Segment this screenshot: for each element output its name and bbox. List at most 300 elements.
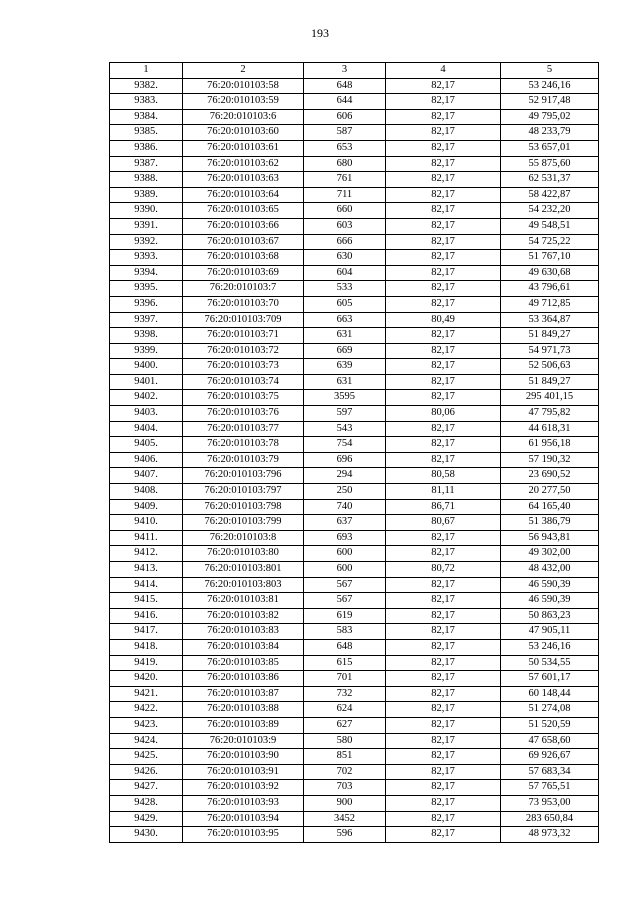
cadastral-number-cell: 76:20:010103:86 — [183, 671, 304, 687]
row-number-cell: 9394. — [110, 265, 183, 281]
cadastral-number-cell: 76:20:010103:93 — [183, 795, 304, 811]
value-cell: 57 683,34 — [501, 764, 599, 780]
rate-cell: 82,17 — [386, 655, 501, 671]
value-cell: 51 274,08 — [501, 702, 599, 718]
row-number-cell: 9411. — [110, 530, 183, 546]
cadastral-number-cell: 76:20:010103:799 — [183, 515, 304, 531]
row-number-cell: 9414. — [110, 577, 183, 593]
area-cell: 597 — [304, 406, 386, 422]
cadastral-number-cell: 76:20:010103:77 — [183, 421, 304, 437]
area-cell: 653 — [304, 140, 386, 156]
cadastral-number-cell: 76:20:010103:6 — [183, 109, 304, 125]
rate-cell: 82,17 — [386, 827, 501, 843]
row-number-cell: 9382. — [110, 78, 183, 94]
rate-cell: 82,17 — [386, 686, 501, 702]
area-cell: 567 — [304, 577, 386, 593]
value-cell: 49 712,85 — [501, 296, 599, 312]
value-cell: 46 590,39 — [501, 577, 599, 593]
rate-cell: 82,17 — [386, 218, 501, 234]
area-cell: 627 — [304, 717, 386, 733]
rate-cell: 82,17 — [386, 530, 501, 546]
cadastral-number-cell: 76:20:010103:61 — [183, 140, 304, 156]
area-cell: 615 — [304, 655, 386, 671]
cadastral-number-cell: 76:20:010103:89 — [183, 717, 304, 733]
cadastral-number-cell: 76:20:010103:63 — [183, 172, 304, 188]
table-row — [110, 265, 599, 281]
table-row — [110, 546, 599, 562]
row-number-cell: 9418. — [110, 639, 183, 655]
table-row — [110, 359, 599, 375]
table-row — [110, 156, 599, 172]
rate-cell: 82,17 — [386, 140, 501, 156]
table-row — [110, 671, 599, 687]
row-number-cell: 9424. — [110, 733, 183, 749]
area-cell: 663 — [304, 312, 386, 328]
row-number-cell: 9398. — [110, 328, 183, 344]
row-number-cell: 9385. — [110, 125, 183, 141]
area-cell: 631 — [304, 374, 386, 390]
rate-cell: 82,17 — [386, 608, 501, 624]
row-number-cell: 9427. — [110, 780, 183, 796]
area-cell: 631 — [304, 328, 386, 344]
value-cell: 47 795,82 — [501, 406, 599, 422]
area-cell: 604 — [304, 265, 386, 281]
cadastral-number-cell: 76:20:010103:59 — [183, 94, 304, 110]
value-cell: 23 690,52 — [501, 468, 599, 484]
cadastral-number-cell: 76:20:010103:9 — [183, 733, 304, 749]
table-row — [110, 484, 599, 500]
area-cell: 587 — [304, 125, 386, 141]
row-number-cell: 9397. — [110, 312, 183, 328]
cadastral-table — [109, 62, 599, 843]
rate-cell: 82,17 — [386, 328, 501, 344]
area-cell: 619 — [304, 608, 386, 624]
value-cell: 53 246,16 — [501, 639, 599, 655]
area-cell: 624 — [304, 702, 386, 718]
rate-cell: 82,17 — [386, 639, 501, 655]
row-number-cell: 9423. — [110, 717, 183, 733]
table-row — [110, 686, 599, 702]
value-cell: 49 630,68 — [501, 265, 599, 281]
area-cell: 648 — [304, 78, 386, 94]
rate-cell: 82,17 — [386, 764, 501, 780]
row-number-cell: 9400. — [110, 359, 183, 375]
page-number: 193 — [311, 26, 329, 40]
area-cell: 900 — [304, 795, 386, 811]
row-number-cell: 9413. — [110, 562, 183, 578]
table-row — [110, 437, 599, 453]
area-cell: 583 — [304, 624, 386, 640]
row-number-cell: 9406. — [110, 452, 183, 468]
rate-cell: 82,17 — [386, 78, 501, 94]
table-row — [110, 140, 599, 156]
table-row — [110, 452, 599, 468]
row-number-cell: 9429. — [110, 811, 183, 827]
rate-cell: 82,17 — [386, 374, 501, 390]
rate-cell: 80,58 — [386, 468, 501, 484]
cadastral-number-cell: 76:20:010103:70 — [183, 296, 304, 312]
value-cell: 283 650,84 — [501, 811, 599, 827]
value-cell: 47 905,11 — [501, 624, 599, 640]
row-number-cell: 9421. — [110, 686, 183, 702]
value-cell: 57 765,51 — [501, 780, 599, 796]
rate-cell: 82,17 — [386, 359, 501, 375]
rate-cell: 82,17 — [386, 546, 501, 562]
table-row — [110, 94, 599, 110]
cadastral-number-cell: 76:20:010103:94 — [183, 811, 304, 827]
row-number-cell: 9403. — [110, 406, 183, 422]
column-header-3: 3 — [304, 63, 386, 79]
table-row — [110, 702, 599, 718]
table-row — [110, 717, 599, 733]
column-header-2: 2 — [183, 63, 304, 79]
table-row — [110, 639, 599, 655]
rate-cell: 81,11 — [386, 484, 501, 500]
table-row — [110, 827, 599, 843]
table-row — [110, 109, 599, 125]
row-number-cell: 9417. — [110, 624, 183, 640]
area-cell: 740 — [304, 499, 386, 515]
table-row — [110, 499, 599, 515]
row-number-cell: 9404. — [110, 421, 183, 437]
area-cell: 603 — [304, 218, 386, 234]
table-row — [110, 343, 599, 359]
row-number-cell: 9396. — [110, 296, 183, 312]
value-cell: 49 795,02 — [501, 109, 599, 125]
row-number-cell: 9402. — [110, 390, 183, 406]
row-number-cell: 9390. — [110, 203, 183, 219]
cadastral-number-cell: 76:20:010103:83 — [183, 624, 304, 640]
rate-cell: 82,17 — [386, 109, 501, 125]
table-row — [110, 468, 599, 484]
row-number-cell: 9422. — [110, 702, 183, 718]
area-cell: 701 — [304, 671, 386, 687]
rate-cell: 82,17 — [386, 811, 501, 827]
rate-cell: 80,49 — [386, 312, 501, 328]
value-cell: 57 190,32 — [501, 452, 599, 468]
value-cell: 50 863,23 — [501, 608, 599, 624]
value-cell: 57 601,17 — [501, 671, 599, 687]
cadastral-number-cell: 76:20:010103:73 — [183, 359, 304, 375]
value-cell: 46 590,39 — [501, 593, 599, 609]
value-cell: 43 796,61 — [501, 281, 599, 297]
rate-cell: 82,17 — [386, 250, 501, 266]
value-cell: 48 973,32 — [501, 827, 599, 843]
table-row — [110, 624, 599, 640]
table-row — [110, 780, 599, 796]
area-cell: 600 — [304, 546, 386, 562]
value-cell: 50 534,55 — [501, 655, 599, 671]
cadastral-number-cell: 76:20:010103:72 — [183, 343, 304, 359]
value-cell: 69 926,67 — [501, 749, 599, 765]
area-cell: 660 — [304, 203, 386, 219]
value-cell: 51 767,10 — [501, 250, 599, 266]
rate-cell: 82,17 — [386, 577, 501, 593]
rate-cell: 82,17 — [386, 702, 501, 718]
value-cell: 61 956,18 — [501, 437, 599, 453]
area-cell: 630 — [304, 250, 386, 266]
rate-cell: 82,17 — [386, 452, 501, 468]
cadastral-number-cell: 76:20:010103:84 — [183, 639, 304, 655]
cadastral-number-cell: 76:20:010103:7 — [183, 281, 304, 297]
value-cell: 49 302,00 — [501, 546, 599, 562]
cadastral-number-cell: 76:20:010103:92 — [183, 780, 304, 796]
rate-cell: 80,06 — [386, 406, 501, 422]
area-cell: 543 — [304, 421, 386, 437]
value-cell: 44 618,31 — [501, 421, 599, 437]
area-cell: 754 — [304, 437, 386, 453]
area-cell: 294 — [304, 468, 386, 484]
rate-cell: 82,17 — [386, 94, 501, 110]
value-cell: 48 432,00 — [501, 562, 599, 578]
rate-cell: 82,17 — [386, 717, 501, 733]
value-cell: 51 849,27 — [501, 374, 599, 390]
row-number-cell: 9384. — [110, 109, 183, 125]
area-cell: 637 — [304, 515, 386, 531]
row-number-cell: 9399. — [110, 343, 183, 359]
value-cell: 62 531,37 — [501, 172, 599, 188]
rate-cell: 82,17 — [386, 624, 501, 640]
row-number-cell: 9391. — [110, 218, 183, 234]
rate-cell: 82,17 — [386, 671, 501, 687]
rate-cell: 82,17 — [386, 203, 501, 219]
table-row — [110, 234, 599, 250]
cadastral-number-cell: 76:20:010103:62 — [183, 156, 304, 172]
table-row — [110, 374, 599, 390]
value-cell: 49 548,51 — [501, 218, 599, 234]
rate-cell: 82,17 — [386, 390, 501, 406]
rate-cell: 82,17 — [386, 437, 501, 453]
area-cell: 606 — [304, 109, 386, 125]
area-cell: 250 — [304, 484, 386, 500]
table-row — [110, 78, 599, 94]
cadastral-number-cell: 76:20:010103:88 — [183, 702, 304, 718]
cadastral-number-cell: 76:20:010103:81 — [183, 593, 304, 609]
row-number-cell: 9388. — [110, 172, 183, 188]
row-number-cell: 9389. — [110, 187, 183, 203]
row-number-cell: 9392. — [110, 234, 183, 250]
area-cell: 605 — [304, 296, 386, 312]
area-cell: 648 — [304, 639, 386, 655]
rate-cell: 82,17 — [386, 265, 501, 281]
table-row — [110, 577, 599, 593]
table-row — [110, 749, 599, 765]
cadastral-number-cell: 76:20:010103:796 — [183, 468, 304, 484]
table-row — [110, 296, 599, 312]
table-row — [110, 655, 599, 671]
cadastral-number-cell: 76:20:010103:79 — [183, 452, 304, 468]
cadastral-number-cell: 76:20:010103:69 — [183, 265, 304, 281]
cadastral-number-cell: 76:20:010103:80 — [183, 546, 304, 562]
table-row — [110, 187, 599, 203]
cadastral-number-cell: 76:20:010103:64 — [183, 187, 304, 203]
area-cell: 600 — [304, 562, 386, 578]
row-number-cell: 9395. — [110, 281, 183, 297]
cadastral-number-cell: 76:20:010103:801 — [183, 562, 304, 578]
area-cell: 761 — [304, 172, 386, 188]
cadastral-number-cell: 76:20:010103:90 — [183, 749, 304, 765]
value-cell: 51 386,79 — [501, 515, 599, 531]
cadastral-number-cell: 76:20:010103:87 — [183, 686, 304, 702]
table-row — [110, 795, 599, 811]
value-cell: 54 725,22 — [501, 234, 599, 250]
rate-cell: 86,71 — [386, 499, 501, 515]
value-cell: 64 165,40 — [501, 499, 599, 515]
row-number-cell: 9426. — [110, 764, 183, 780]
area-cell: 732 — [304, 686, 386, 702]
value-cell: 48 233,79 — [501, 125, 599, 141]
cadastral-number-cell: 76:20:010103:798 — [183, 499, 304, 515]
table-row — [110, 515, 599, 531]
row-number-cell: 9409. — [110, 499, 183, 515]
table-row — [110, 218, 599, 234]
cadastral-number-cell: 76:20:010103:91 — [183, 764, 304, 780]
row-number-cell: 9408. — [110, 484, 183, 500]
table-row — [110, 312, 599, 328]
table-row — [110, 281, 599, 297]
table-body — [110, 78, 599, 842]
area-cell: 666 — [304, 234, 386, 250]
value-cell: 54 971,73 — [501, 343, 599, 359]
area-cell: 696 — [304, 452, 386, 468]
area-cell: 580 — [304, 733, 386, 749]
value-cell: 58 422,87 — [501, 187, 599, 203]
value-cell: 53 246,16 — [501, 78, 599, 94]
table-row — [110, 593, 599, 609]
row-number-cell: 9383. — [110, 94, 183, 110]
table-header-row — [110, 63, 599, 79]
rate-cell: 82,17 — [386, 421, 501, 437]
area-cell: 533 — [304, 281, 386, 297]
row-number-cell: 9416. — [110, 608, 183, 624]
table-row — [110, 390, 599, 406]
cadastral-number-cell: 76:20:010103:803 — [183, 577, 304, 593]
rate-cell: 82,17 — [386, 125, 501, 141]
table-row — [110, 406, 599, 422]
row-number-cell: 9430. — [110, 827, 183, 843]
area-cell: 851 — [304, 749, 386, 765]
table-row — [110, 530, 599, 546]
area-cell: 567 — [304, 593, 386, 609]
table-row — [110, 125, 599, 141]
area-cell: 644 — [304, 94, 386, 110]
value-cell: 51 849,27 — [501, 328, 599, 344]
row-number-cell: 9415. — [110, 593, 183, 609]
value-cell: 53 364,87 — [501, 312, 599, 328]
area-cell: 3595 — [304, 390, 386, 406]
value-cell: 54 232,20 — [501, 203, 599, 219]
area-cell: 596 — [304, 827, 386, 843]
table-row — [110, 764, 599, 780]
cadastral-number-cell: 76:20:010103:66 — [183, 218, 304, 234]
cadastral-number-cell: 76:20:010103:76 — [183, 406, 304, 422]
rate-cell: 82,17 — [386, 780, 501, 796]
value-cell: 55 875,60 — [501, 156, 599, 172]
table-row — [110, 811, 599, 827]
area-cell: 702 — [304, 764, 386, 780]
cadastral-number-cell: 76:20:010103:797 — [183, 484, 304, 500]
rate-cell: 82,17 — [386, 795, 501, 811]
area-cell: 703 — [304, 780, 386, 796]
table-row — [110, 421, 599, 437]
rate-cell: 82,17 — [386, 343, 501, 359]
row-number-cell: 9387. — [110, 156, 183, 172]
column-header-4: 4 — [386, 63, 501, 79]
rate-cell: 82,17 — [386, 281, 501, 297]
rate-cell: 82,17 — [386, 172, 501, 188]
rate-cell: 80,72 — [386, 562, 501, 578]
table-row — [110, 733, 599, 749]
row-number-cell: 9428. — [110, 795, 183, 811]
table-row — [110, 172, 599, 188]
column-header-5: 5 — [501, 63, 599, 79]
value-cell: 53 657,01 — [501, 140, 599, 156]
rate-cell: 82,17 — [386, 296, 501, 312]
area-cell: 693 — [304, 530, 386, 546]
row-number-cell: 9410. — [110, 515, 183, 531]
rate-cell: 82,17 — [386, 749, 501, 765]
row-number-cell: 9386. — [110, 140, 183, 156]
table-row — [110, 250, 599, 266]
cadastral-number-cell: 76:20:010103:65 — [183, 203, 304, 219]
table-row — [110, 562, 599, 578]
row-number-cell: 9419. — [110, 655, 183, 671]
cadastral-number-cell: 76:20:010103:82 — [183, 608, 304, 624]
rate-cell: 82,17 — [386, 593, 501, 609]
cadastral-number-cell: 76:20:010103:95 — [183, 827, 304, 843]
value-cell: 73 953,00 — [501, 795, 599, 811]
cadastral-number-cell: 76:20:010103:709 — [183, 312, 304, 328]
value-cell: 56 943,81 — [501, 530, 599, 546]
area-cell: 639 — [304, 359, 386, 375]
rate-cell: 82,17 — [386, 187, 501, 203]
table-row — [110, 608, 599, 624]
value-cell: 52 506,63 — [501, 359, 599, 375]
row-number-cell: 9401. — [110, 374, 183, 390]
value-cell: 52 917,48 — [501, 94, 599, 110]
cadastral-number-cell: 76:20:010103:68 — [183, 250, 304, 266]
cadastral-number-cell: 76:20:010103:60 — [183, 125, 304, 141]
value-cell: 20 277,50 — [501, 484, 599, 500]
rate-cell: 82,17 — [386, 733, 501, 749]
rate-cell: 82,17 — [386, 234, 501, 250]
cadastral-number-cell: 76:20:010103:85 — [183, 655, 304, 671]
area-cell: 711 — [304, 187, 386, 203]
cadastral-number-cell: 76:20:010103:71 — [183, 328, 304, 344]
cadastral-number-cell: 76:20:010103:75 — [183, 390, 304, 406]
value-cell: 51 520,59 — [501, 717, 599, 733]
cadastral-number-cell: 76:20:010103:78 — [183, 437, 304, 453]
row-number-cell: 9393. — [110, 250, 183, 266]
cadastral-number-cell: 76:20:010103:58 — [183, 78, 304, 94]
rate-cell: 82,17 — [386, 156, 501, 172]
area-cell: 3452 — [304, 811, 386, 827]
rate-cell: 80,67 — [386, 515, 501, 531]
area-cell: 669 — [304, 343, 386, 359]
table-row — [110, 328, 599, 344]
column-header-1: 1 — [110, 63, 183, 79]
value-cell: 295 401,15 — [501, 390, 599, 406]
value-cell: 60 148,44 — [501, 686, 599, 702]
cadastral-number-cell: 76:20:010103:74 — [183, 374, 304, 390]
row-number-cell: 9425. — [110, 749, 183, 765]
row-number-cell: 9405. — [110, 437, 183, 453]
row-number-cell: 9407. — [110, 468, 183, 484]
cadastral-number-cell: 76:20:010103:67 — [183, 234, 304, 250]
cadastral-number-cell: 76:20:010103:8 — [183, 530, 304, 546]
table-row — [110, 203, 599, 219]
row-number-cell: 9420. — [110, 671, 183, 687]
